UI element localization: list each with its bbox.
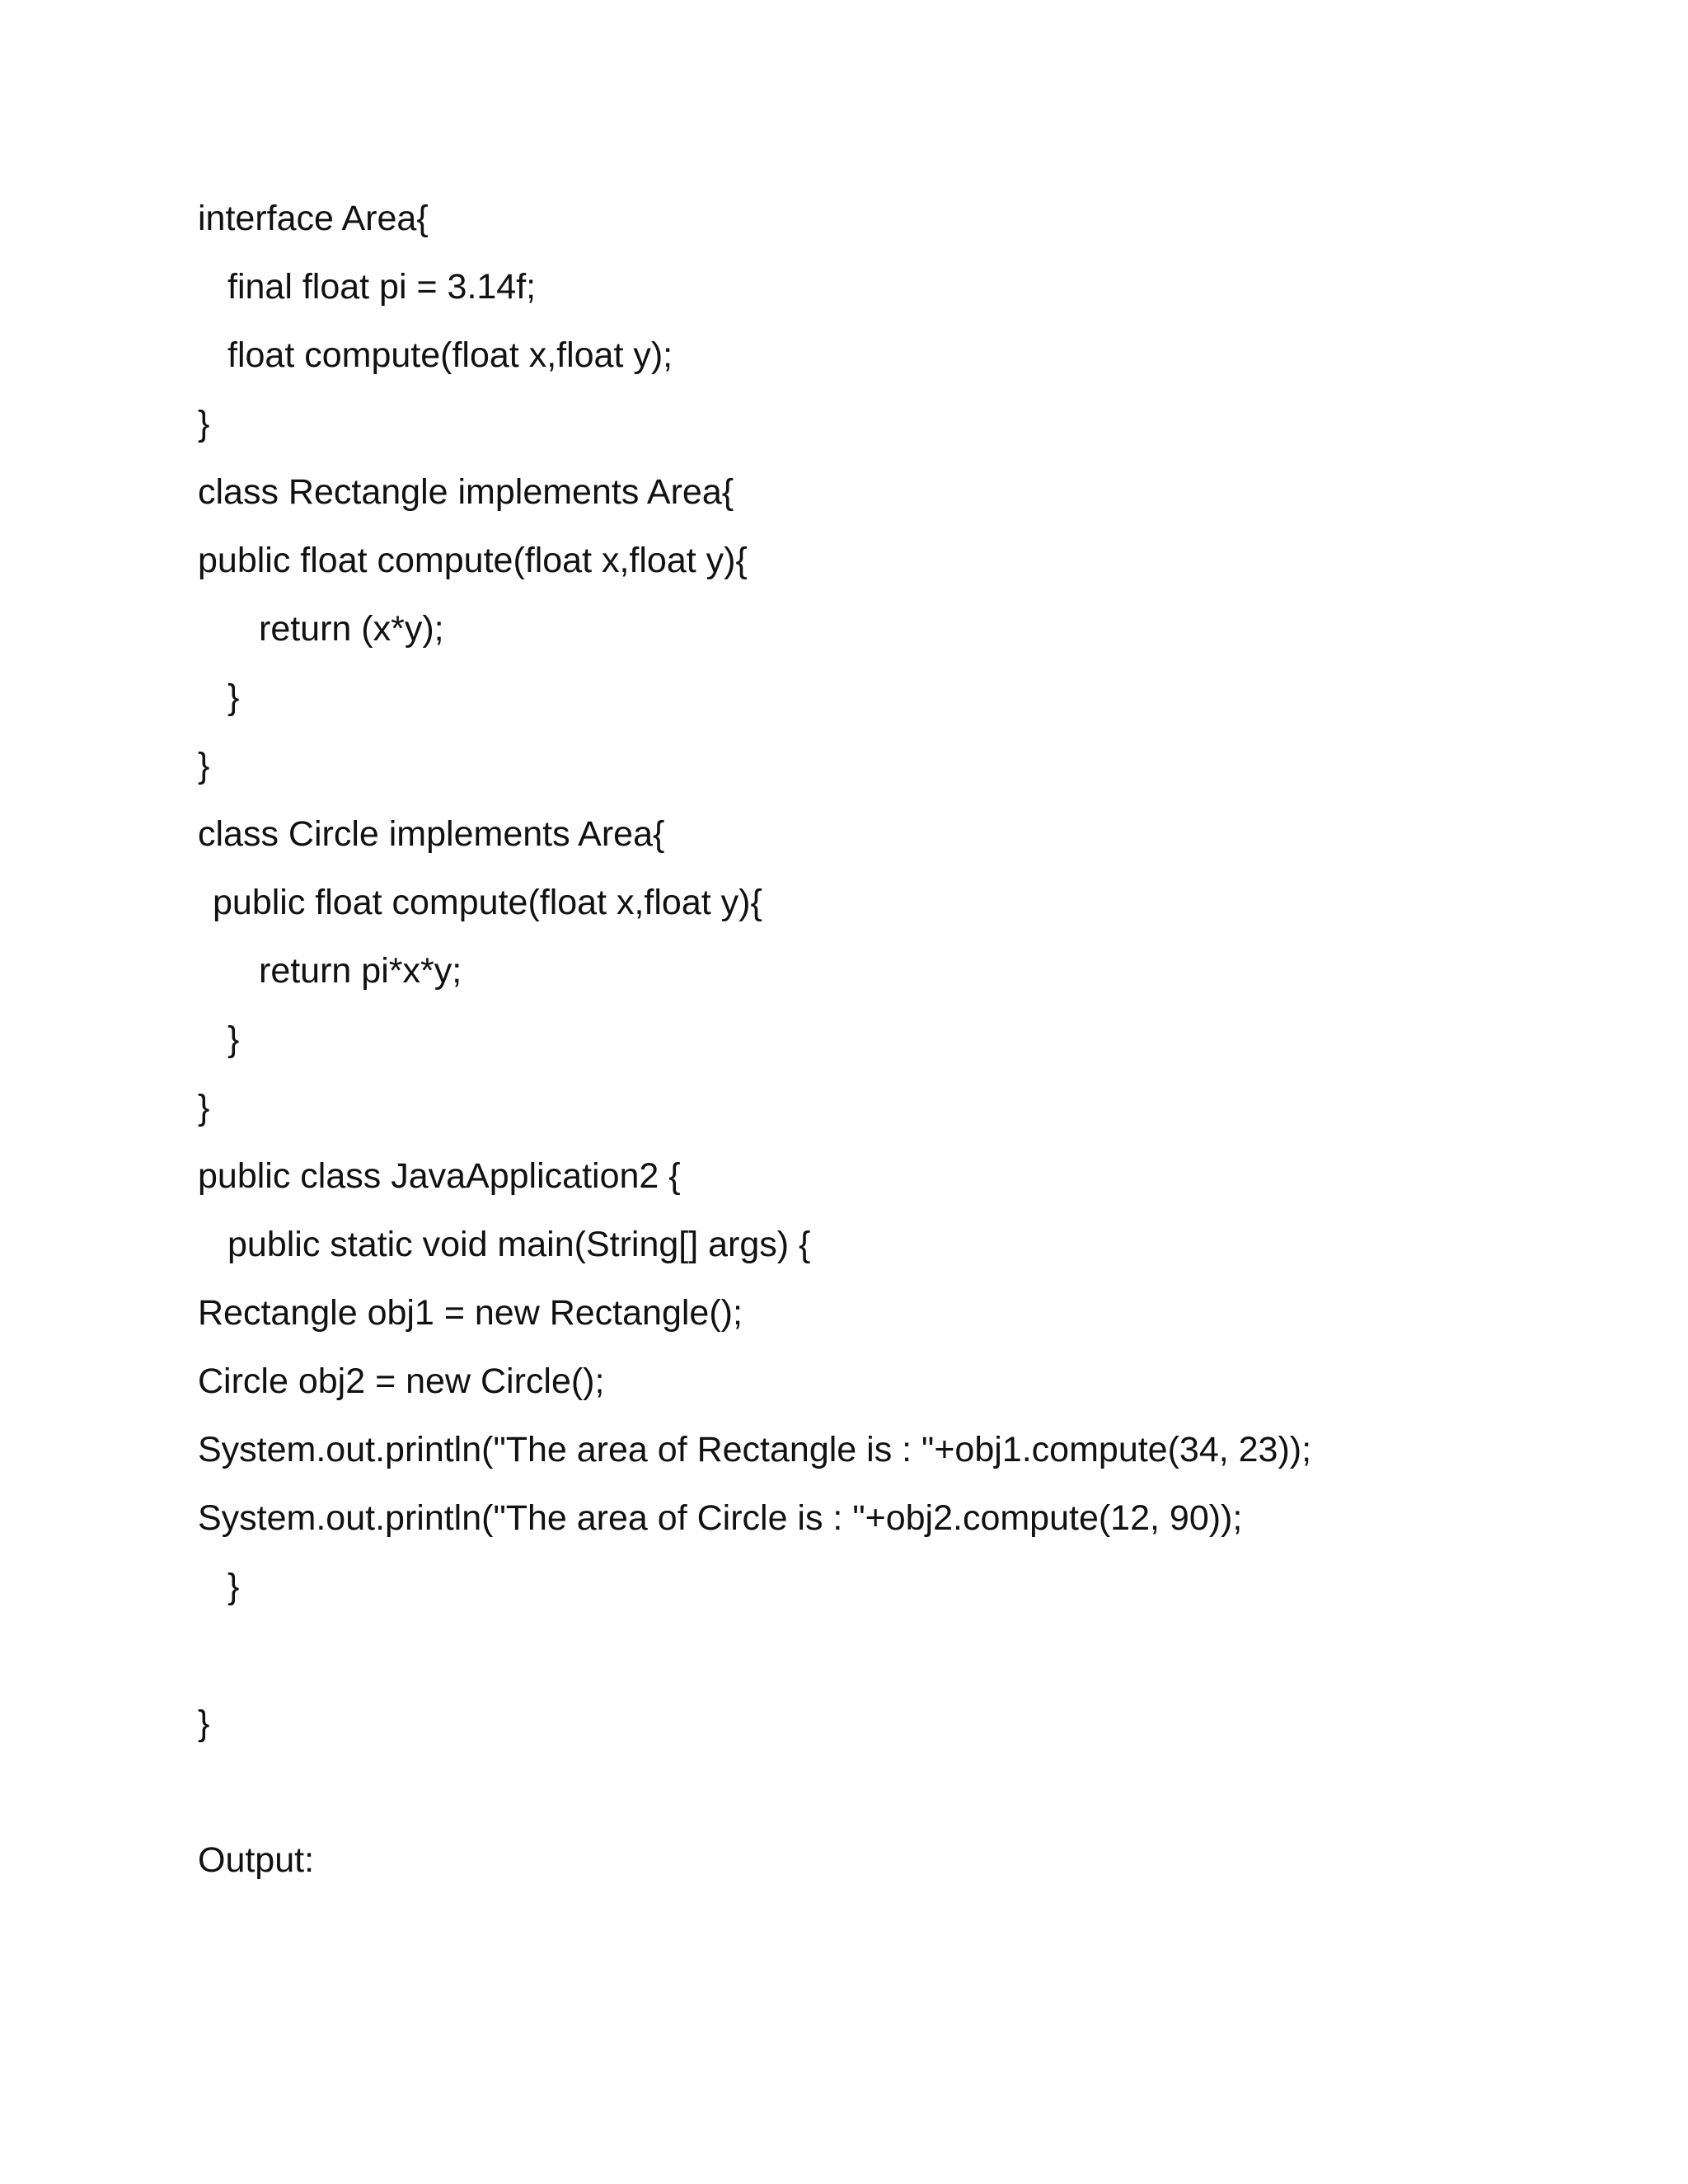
code-line: }: [227, 1019, 240, 1059]
code-line: return (x*y);: [259, 609, 444, 649]
code-line: }: [227, 677, 240, 717]
code-line: }: [198, 746, 210, 785]
code-line: Rectangle obj1 = new Rectangle();: [198, 1293, 743, 1333]
code-line: class Circle implements Area{: [198, 814, 665, 854]
output-heading: Output:: [198, 1840, 315, 1880]
code-line: public static void main(String[] args) {: [227, 1225, 811, 1264]
code-line: }: [227, 1567, 240, 1606]
code-line: System.out.println("The area of Circle is : "+obj2.compute(12, 90));: [198, 1498, 1243, 1538]
code-line: public class JavaApplication2 {: [198, 1156, 681, 1196]
code-line: public float compute(float x,float y){: [213, 883, 762, 922]
code-line: class Rectangle implements Area{: [198, 472, 734, 512]
code-line: public float compute(float x,float y){: [198, 541, 748, 580]
code-line: Circle obj2 = new Circle();: [198, 1361, 605, 1401]
code-line: }: [198, 1704, 210, 1743]
code-line: System.out.println("The area of Rectangle is : "+obj1.compute(34, 23));: [198, 1430, 1312, 1469]
code-line: }: [198, 1088, 210, 1127]
code-line: final float pi = 3.14f;: [227, 267, 537, 307]
code-line: return pi*x*y;: [259, 951, 462, 991]
code-line: }: [198, 404, 210, 443]
code-line: float compute(float x,float y);: [227, 335, 673, 375]
code-line: interface Area{: [198, 199, 429, 238]
